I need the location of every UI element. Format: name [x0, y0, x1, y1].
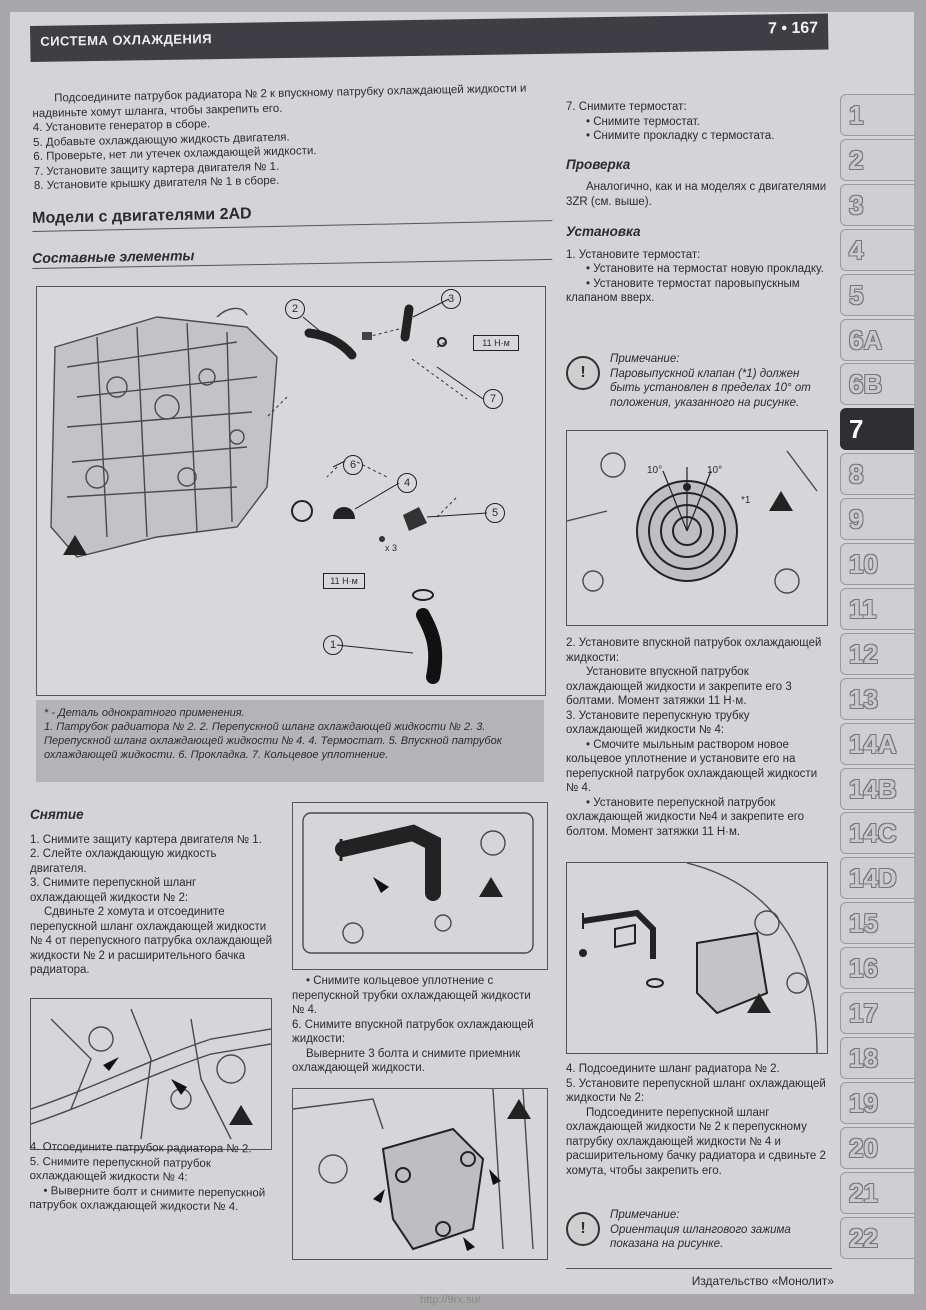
- leader-lines: [267, 327, 467, 517]
- bypass-hose-4-drawing: [405, 309, 409, 337]
- note-valve: [566, 352, 828, 422]
- removal-step-6-detail: Выверните 3 болта и снимите приемник охлаждающей жидкости.: [292, 1047, 521, 1074]
- chapter-tab-6a[interactable]: 6A: [840, 319, 914, 361]
- remove-gasket-bullet: • Снимите прокладку с термостата.: [586, 130, 775, 142]
- chapter-tab-4[interactable]: 4: [840, 229, 914, 271]
- note2-title: Примечание:: [610, 1209, 680, 1221]
- valve-mark-label: *1: [741, 495, 751, 506]
- chapter-tab-19[interactable]: 19: [840, 1082, 914, 1124]
- chapter-tab-7[interactable]: 7: [840, 408, 914, 450]
- install-valve-bullet: • Установите термостат паровыпускным клапаном вверх.: [566, 277, 800, 304]
- thermostat-drawing: [333, 507, 355, 519]
- coolant-inlet-drawing: [403, 507, 427, 531]
- remove-thermostat-bullet: • Снимите термостат.: [586, 115, 700, 128]
- chapter-tab-14d[interactable]: 14D: [840, 857, 914, 899]
- intro-paragraph: Подсоедините патрубок радиатора № 2 к впускному патрубку охлаждающей жидкости и надвиньте хомут шланга, чтобы закрепить его.: [32, 82, 527, 120]
- chapter-tab-6b[interactable]: 6B: [840, 363, 914, 405]
- chapter-tab-1[interactable]: 1: [840, 94, 914, 136]
- section-subtitle: Составные элементы: [32, 241, 552, 269]
- chapter-tab-3[interactable]: 3: [840, 184, 914, 226]
- torque-label-bottom: 11 Н·м: [323, 573, 365, 589]
- intro-step-4: 4. Установите генератор в сборе.: [32, 118, 211, 134]
- removal-step-5: 5. Снимите перепускной патрубок охлаждающей жидкости № 4:: [29, 1155, 211, 1184]
- callout-5: 5: [485, 503, 505, 523]
- middle-text: [292, 974, 546, 1076]
- install-pipe-bullet: • Установите перепускной патрубок охлаждающей жидкости №4 и закрепите его болтом. Момент затяжки 11 Н·м.: [566, 796, 805, 838]
- callout-6: 6: [343, 455, 363, 475]
- callout-7: 7: [483, 389, 503, 409]
- components-illustration: [37, 287, 545, 695]
- chapter-tab-9[interactable]: 9: [840, 498, 914, 540]
- removal-step-7: 7. Снимите термостат:: [566, 101, 687, 113]
- install-step-4: 4. Подсоедините шланг радиатора № 2.: [566, 1063, 780, 1075]
- callout-2: 2: [285, 299, 305, 319]
- diagram-legend: [36, 700, 544, 782]
- chapter-tab-11[interactable]: 11: [840, 588, 914, 630]
- legend-single-use: * - Деталь однократного применения.: [44, 707, 245, 719]
- callout-1: 1: [323, 635, 343, 655]
- chapter-tab-15[interactable]: 15: [840, 902, 914, 944]
- legend-items: 1. Патрубок радиатора № 2. 2. Перепускной шланг охлаждающей жидкости № 2. 3. Перепускной шланг охлаждающей жидкости № 4. 4. Термостат. 5. Впускной патрубок охлаждающей жидкости. 6. Прокладка. 7. Кольцевое уплотнение.: [44, 721, 502, 761]
- note-text: Паровыпускной клапан (*1) должен быть установлен в пределах 10° от положения, указанного на рисунке.: [610, 367, 811, 409]
- note-icon: !: [566, 356, 600, 390]
- callout-4: 4: [397, 473, 417, 493]
- removal-title: Снятие: [30, 807, 84, 822]
- thermostat-orientation-figure: [566, 430, 828, 626]
- bypass-pipe-figure: [292, 802, 548, 970]
- angle-right-label: 10°: [707, 465, 723, 476]
- removal-step-1: 1. Снимите защиту картера двигателя № 1.: [30, 833, 262, 846]
- note-clamp: [566, 1208, 828, 1258]
- clamp-drawing: [362, 332, 372, 340]
- intro-step-7: 7. Установите защиту картера двигателя № 1.: [33, 160, 280, 178]
- install-oring-bullet: • Смочите мыльным раствором новое кольцевое уплотнение и установите его на перепускной патрубок охлаждающей жидкости № 4.: [566, 738, 818, 794]
- chapter-tab-8[interactable]: 8: [840, 453, 914, 495]
- manual-page: [10, 12, 914, 1294]
- install-gasket-bullet: • Установите на термостат новую прокладку.: [586, 263, 824, 275]
- bypass-pipe-install-figure: [566, 862, 828, 1054]
- bolt-multiplier: x 3: [385, 543, 398, 553]
- removal-step-2: 2. Слейте охлаждающую жидкость двигателя.: [30, 848, 217, 875]
- check-title: Проверка: [566, 156, 631, 172]
- coolant-inlet-figure: [292, 1088, 548, 1260]
- install-step-2-detail: Установите впускной патрубок охлаждающей жидкости и закрепите его 3 болтами. Момент затяжки 11 Н·м.: [566, 666, 792, 707]
- install-step-3: 3. Установите перепускную трубку охлаждающей жидкости № 4:: [566, 709, 750, 736]
- intro-step-5: 5. Добавьте охлаждающую жидкость двигателя.: [32, 131, 290, 149]
- engine-block-drawing: [51, 308, 277, 557]
- hose-removal-figure: [30, 998, 272, 1150]
- intro-step-6: 6. Проверьте, нет ли утечек охлаждающей жидкости.: [33, 145, 317, 163]
- chapter-tab-2[interactable]: 2: [840, 139, 914, 181]
- chapter-tab-12[interactable]: 12: [840, 633, 914, 675]
- chapter-tab-13[interactable]: 13: [840, 678, 914, 720]
- install-step-2: 2. Установите впускной патрубок охлаждающей жидкости:: [566, 637, 822, 664]
- chapter-tab-17[interactable]: 17: [840, 992, 914, 1034]
- chapter-tab-14a[interactable]: 14A: [840, 723, 914, 765]
- right-column-middle: [566, 636, 828, 839]
- install-title: Установка: [566, 224, 641, 239]
- removal-step-3-detail: Сдвиньте 2 хомута и отсоедините перепускной шланг охлаждающей жидкости № 4 от перепускного патрубка охлаждающей жидкости № 2 и расширительного бачка радиатора.: [30, 906, 272, 976]
- removal-section: [30, 808, 276, 978]
- removal-step-3: 3. Снимите перепускной шланг охлаждающей жидкости № 2:: [30, 877, 197, 904]
- note-title: Примечание:: [610, 353, 680, 365]
- intro-step-8: 8. Установите крышку двигателя № 1 в сборе.: [33, 174, 280, 192]
- removal-step-6: 6. Снимите впускной патрубок охлаждающей жидкости:: [292, 1018, 534, 1045]
- section-header-title: СИСТЕМА ОХЛАЖДЕНИЯ: [40, 31, 213, 49]
- radiator-hose-2-drawing: [423, 615, 435, 677]
- angle-left-label: 10°: [647, 465, 663, 476]
- chapter-tab-10[interactable]: 10: [840, 543, 914, 585]
- removal-section-continued: [29, 1140, 276, 1215]
- intro-text: [32, 81, 546, 193]
- callout-3: 3: [441, 289, 461, 309]
- right-column-bottom: [566, 1062, 828, 1178]
- components-diagram: [36, 286, 546, 696]
- chapter-tab-20[interactable]: 20: [840, 1127, 914, 1169]
- chapter-tab-14b[interactable]: 14B: [840, 768, 914, 810]
- chapter-tab-18[interactable]: 18: [840, 1037, 914, 1079]
- install-step-5-detail: Подсоедините перепускной шланг охлаждающей жидкости № 2 к перепускному патрубку охлаждающей жидкости № 4 и расширительному бачку радиатора и сдвиньте 2 хомута, чтобы закрепить его.: [566, 1106, 826, 1177]
- install-step-1: 1. Установите термостат:: [566, 248, 701, 261]
- chapter-tab-16[interactable]: 16: [840, 947, 914, 989]
- removal-step-5-detail: • Выверните болт и снимите перепускной патрубок охлаждающей жидкости № 4.: [29, 1184, 266, 1214]
- note-icon-2: !: [566, 1212, 600, 1246]
- gasket-drawing: [292, 501, 312, 521]
- publisher: Издательство «Монолит»: [691, 1274, 834, 1288]
- right-column-top: [566, 100, 828, 306]
- chapter-tab-21[interactable]: 21: [840, 1172, 914, 1214]
- section-title: Модели с двигателями 2AD: [32, 199, 552, 232]
- install-step-5: 5. Установите перепускной шланг охлаждающей жидкости № 2:: [566, 1077, 826, 1104]
- check-text: Аналогично, как и на моделях с двигателями 3ZR (см. выше).: [566, 181, 827, 208]
- chapter-tab-14c[interactable]: 14C: [840, 812, 914, 854]
- footer-divider: [566, 1268, 832, 1269]
- page-number: 7 • 167: [767, 19, 819, 38]
- remove-oring-step: • Снимите кольцевое уплотнение с перепускной трубки охлаждающей жидкости № 4.: [292, 975, 531, 1016]
- chapter-tab-5[interactable]: 5: [840, 274, 914, 316]
- note2-text: Ориентация шлангового зажима показана на рисунке.: [610, 1223, 791, 1250]
- torque-label-top: 11 Н·м: [473, 335, 519, 351]
- bypass-hose-2-drawing: [309, 333, 352, 355]
- source-url: http://9rx.su/: [420, 1294, 481, 1306]
- header-bar: [30, 13, 828, 62]
- removal-step-4: 4. Отсоедините патрубок радиатора № 2.: [29, 1141, 252, 1156]
- chapter-tab-22[interactable]: 22: [840, 1217, 914, 1259]
